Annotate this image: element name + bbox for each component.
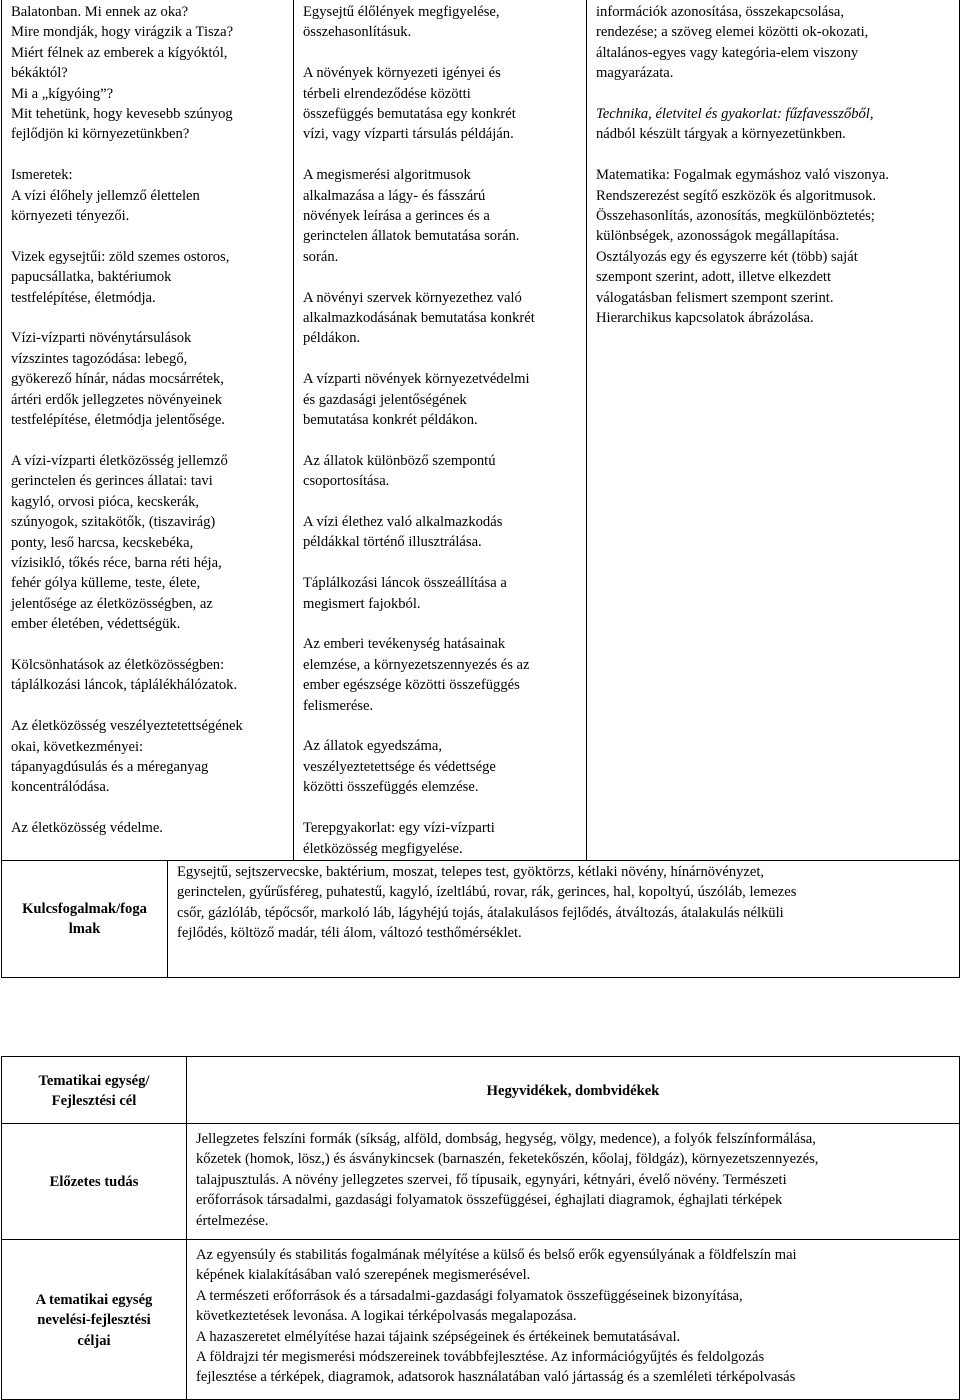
text-line: Az életközösség védelme.	[11, 820, 163, 837]
label-line: Előzetes tudás	[49, 1174, 139, 1191]
text-line: gerinctelen állatok bemutatása során.	[303, 228, 520, 245]
text-line: fehér gólya külleme, teste, élete,	[11, 575, 201, 592]
unit-title-text: Hegyvidékek, dombvidékek	[486, 1082, 660, 1099]
text-line: elemzése, a környezetszennyezés és az	[303, 656, 530, 673]
text-line: Technika, életvitel és gyakorlat: fűzfavesszőből,	[596, 106, 874, 123]
text-line: vízisikló, tőkés réce, barna réti héja,	[11, 554, 222, 571]
question-line: Mire mondják, hogy virágzik a Tisza?	[11, 24, 234, 41]
text-line: összehasonlításuk.	[303, 24, 412, 41]
text-line: alkalmazása a lágy- és fásszárú	[303, 187, 486, 204]
label-line: nevelési-fejlesztési	[37, 1312, 151, 1329]
text-line: Táplálkozási láncok összeállítása a	[303, 575, 507, 592]
text-line: térbeli elrendeződése közötti	[303, 85, 471, 102]
text-line: talajpusztulás. A növény jellegzetes szervei, fő típusaik, egynyári, kétnyári, évelő növény. Természeti	[196, 1171, 787, 1188]
text-line: csőr, gázlóláb, tépőcsőr, markoló láb, lágyhéjú tojás, átalakulásos fejlődés, átváltozás, átalakulás nélküli	[177, 904, 784, 921]
text-line: ártéri erdők jellegzetes növényeinek	[11, 391, 223, 408]
text-line: veszélyeztetettsége és védettsége	[303, 758, 496, 775]
text-line: A vízparti növények környezetvédelmi	[303, 371, 530, 388]
question-line: békáktól?	[11, 65, 68, 82]
text-line: gerinctelen, gyűrűsféreg, puhatestű, kagyló, ízeltlábú, rovar, rák, gerinces, hal, kopoltyú, úszóláb, lemezes	[177, 884, 797, 901]
text-line: testfelépítése, életmódja jelentősége.	[11, 412, 225, 429]
text-line: példákkal történő illusztrálása.	[303, 534, 482, 551]
unit-label	[2, 1057, 187, 1124]
text-line: nádból készült tárgyak a környezetünkben.	[596, 126, 846, 143]
text-line: vízi, vagy vízparti társulás példáján.	[303, 126, 514, 143]
keywords-table	[1, 860, 960, 978]
text-line: vízszintes tagozódása: lebegő,	[11, 350, 188, 367]
text-line: csoportosítása.	[303, 473, 390, 490]
curriculum-table-mountains	[1, 1056, 960, 1400]
prior-knowledge-text	[187, 1124, 960, 1240]
text-line: ember életében, védettségük.	[11, 616, 181, 633]
text-line: Kölcsönhatások az életközösségben:	[11, 656, 225, 673]
text-line: Az állatok különböző szempontú	[303, 452, 496, 469]
text-line: felismerése.	[303, 697, 374, 714]
text-line: szúnyogok, szitakötők, (tiszavirág)	[11, 514, 216, 531]
question-list	[11, 2, 284, 145]
text-line: Az állatok egyedszáma,	[303, 738, 442, 755]
text-line: alkalmazkodásának bemutatása konkrét	[303, 310, 535, 327]
label-line: Tematikai egység/	[38, 1072, 150, 1089]
question-line: Mit tehetünk, hogy kevesebb szúnyog	[11, 106, 233, 123]
question-line: Balatonban. Mi ennek az oka?	[11, 4, 189, 20]
text-line: A természeti erőforrások és a társadalmi-gazdasági folyamatok összefüggéseinek bizonyítása,	[196, 1287, 743, 1304]
text-line: testfelépítése, életmódja.	[11, 289, 156, 306]
text-line: Vizek egysejtűi: zöld szemes ostoros,	[11, 248, 230, 265]
text-line: Terepgyakorlat: egy vízi-vízparti	[303, 820, 495, 837]
text-line: kagyló, orvosi pióca, kecskerák,	[11, 493, 200, 510]
label-line: Kulcsfogalmak/foga	[22, 900, 147, 917]
text-line: Az emberi tevékenység hatásainak	[303, 636, 506, 653]
prior-knowledge-label	[2, 1124, 187, 1240]
text-line: Rendszerezést segítő eszközök és algoritmusok.	[596, 187, 877, 204]
text-line: növények leírása a gerinces és a	[303, 208, 490, 225]
keywords-text	[168, 861, 960, 978]
text-line: kőzetek (homok, lösz,) és ásványkincsek (barnaszén, feketekőszén, kőolaj, földgáz), környezetszennyezés,	[196, 1151, 819, 1168]
text-line: ember egészsége közötti összefüggés	[303, 677, 520, 694]
text-line: Egysejtű élőlények megfigyelése,	[303, 4, 500, 20]
text-line: és gazdasági jelentőségének	[303, 391, 467, 408]
text-line: Matematika: Fogalmak egymáshoz való viszonya.	[596, 167, 890, 184]
text-line: életközösség megfigyelése.	[303, 840, 463, 857]
activities-column	[294, 0, 587, 861]
text-line: szempont szerint, adott, illetve elkezdett	[596, 269, 832, 286]
text-line: A vízi élethez való alkalmazkodás	[303, 514, 503, 531]
text-line: különbségek, azonosságok megállapítása.	[596, 228, 840, 245]
text-line: közötti összefüggés elemzése.	[303, 779, 479, 796]
knowledge-column	[2, 0, 294, 861]
text-line: A vízi-vízparti életközösség jellemző	[11, 452, 228, 469]
question-line: fejlődjön ki környezetünkben?	[11, 126, 190, 143]
text-line: fejlődés, költöző madár, téli álom, változó testhőmérséklet.	[177, 925, 522, 942]
text-line: Az életközösség veszélyeztetettségének	[11, 718, 243, 735]
text-line: A megismerési algoritmusok	[303, 167, 471, 184]
text-line: rendezése; a szöveg elemei közötti ok-okozati,	[596, 24, 869, 41]
text-line: okai, következményei:	[11, 738, 144, 755]
text-line: Összehasonlítás, azonosítás, megkülönböztetés;	[596, 208, 875, 225]
curriculum-table-water	[1, 0, 960, 861]
text-line: ponty, leső harcsa, kecskebéka,	[11, 534, 194, 551]
text-line: Osztályozás egy és egyszerre két (több) saját	[596, 248, 858, 265]
text-line: képének kialakításában való szerepének megismerésével.	[196, 1267, 531, 1284]
text-line: Hierarchikus kapcsolatok ábrázolása.	[596, 310, 814, 327]
text-line: A hazaszeretet elmélyítése hazai tájaink szépségeinek és értékeinek bemutatásával.	[196, 1328, 681, 1345]
text-line: Vízi-vízparti növénytársulások	[11, 330, 192, 347]
text-line: gerinctelen és gerinces állatai: tavi	[11, 473, 213, 490]
goals-text	[187, 1240, 960, 1400]
text-line: gyökerező hínár, nádas mocsárrétek,	[11, 371, 224, 388]
keywords-label	[2, 861, 168, 978]
text-line: megismert fajokból.	[303, 595, 421, 612]
knowledge-title: Ismeretek:	[11, 167, 73, 184]
text-line: A növényi szervek környezethez való	[303, 289, 522, 306]
text-line: példákon.	[303, 330, 361, 347]
text-line: papucsállatka, baktériumok	[11, 269, 172, 286]
text-line: fejlesztése a térképek, diagramok, adatsorok használatában való jártasság és a szemléleti térképolvasás	[196, 1369, 796, 1386]
text-line: következtetések levonása. A logikai térképolvasás megalapozása.	[196, 1308, 577, 1325]
text-line: koncentrálódása.	[11, 779, 110, 796]
text-line: magyarázata.	[596, 65, 674, 82]
text-line: értelmezése.	[196, 1212, 269, 1229]
text-line: bemutatása konkrét példákon.	[303, 412, 478, 429]
text-line: környezeti tényezői.	[11, 208, 130, 225]
text-line: táplálkozási láncok, táplálékhálózatok.	[11, 677, 238, 694]
text-line: Az egyensúly és stabilitás fogalmának mélyítése a külső és belső erők egyensúlyának a földfelszín mai	[196, 1247, 797, 1263]
label-line: céljai	[77, 1332, 111, 1349]
text-line: általános-egyes vagy kategória-elem viszony	[596, 44, 859, 61]
text-line: A vízi élőhely jellemző élettelen	[11, 187, 200, 204]
label-line: Fejlesztési cél	[51, 1093, 137, 1109]
unit-title	[187, 1057, 960, 1124]
text-line: A növények környezeti igényei és	[303, 65, 501, 82]
text-line: összefüggés bemutatása egy konkrét	[303, 106, 516, 123]
text-line: során.	[303, 248, 339, 265]
question-line: Mi a „kígyóing”?	[11, 85, 114, 102]
text-line: tápanyagdúsulás és a méreganyag	[11, 758, 209, 775]
question-line: Miért félnek az emberek a kígyóktól,	[11, 44, 228, 61]
label-line: A tematikai egység	[35, 1291, 153, 1308]
text-line: Jellegzetes felszíni formák (síkság, alföld, dombság, hegység, völgy, medence), a folyók felszínformálása,	[196, 1131, 816, 1147]
text-line: információk azonosítása, összekapcsolása,	[596, 4, 845, 20]
text-line: A földrajzi tér megismerési módszereinek továbbfejlesztése. Az információgyűjtés és feldolgozás	[196, 1349, 765, 1366]
text-line: válogatásban felismert szempont szerint.	[596, 289, 834, 306]
label-line: lmak	[68, 921, 101, 937]
goals-label	[2, 1240, 187, 1400]
text-line: erőforrások társadalmi, gazdasági folyamatok összefüggései, éghajlati diagramok, éghajlati térképek	[196, 1192, 783, 1209]
text-line: jelentősége az életközösségben, az	[11, 595, 213, 612]
text-line: Egysejtű, sejtszervecske, baktérium, moszat, telepes test, gyöktörzs, kétlaki növény, hínárnövényzet,	[177, 864, 765, 880]
connections-column	[587, 0, 960, 861]
